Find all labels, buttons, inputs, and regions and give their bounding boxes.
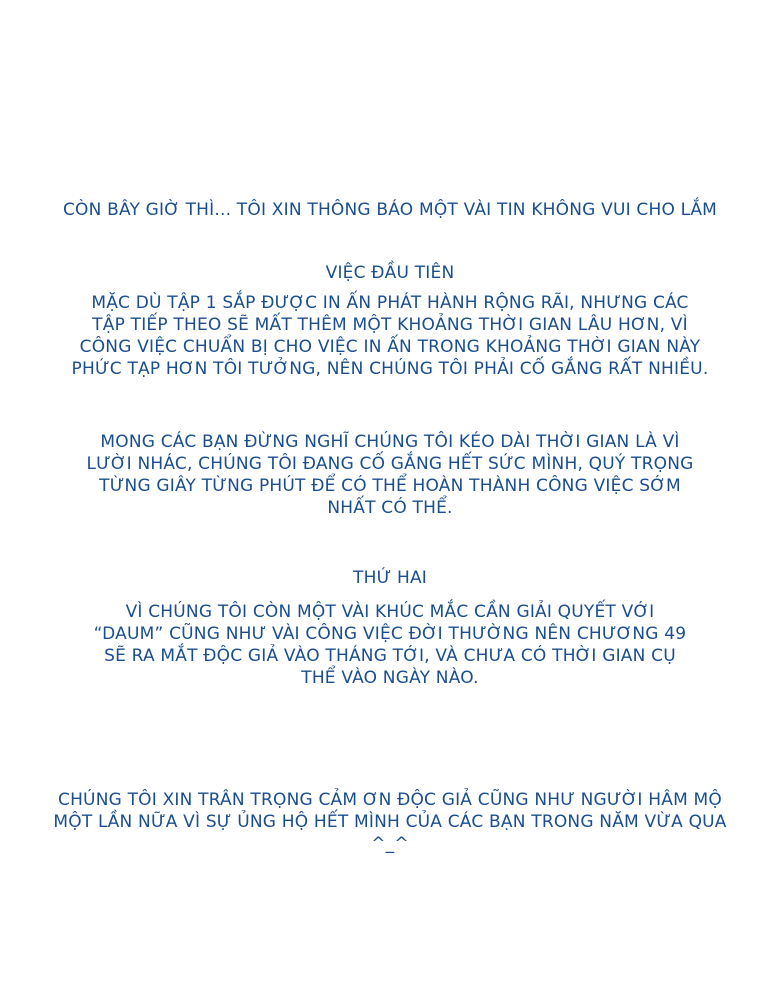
paragraph-line: MỘT LẦN NỮA VÌ SỰ ỦNG HỘ HẾT MÌNH CỦA CÁC BẠN TRONG NĂM VỪA QUA: [53, 812, 727, 832]
paragraph-line: TẬP TIẾP THEO SẼ MẤT THÊM MỘT KHOẢNG THỜI GIAN LÂU HƠN, VÌ: [92, 315, 688, 335]
emoticon-text: ^_^: [371, 834, 409, 854]
first-paragraph-1: [0, 292, 780, 380]
intro-line: [0, 199, 780, 221]
second-heading: [0, 567, 780, 589]
paragraph-line: LƯỜI NHÁC, CHÚNG TÔI ĐANG CỐ GẮNG HẾT SỨC MÌNH, QUÝ TRỌNG: [86, 454, 694, 474]
second-heading-text: THỨ HAI: [353, 568, 427, 588]
paragraph-line: THỂ VÀO NGÀY NÀO.: [301, 668, 479, 688]
paragraph-line: CÔNG VIỆC CHUẨN BỊ CHO VIỆC IN ẤN TRONG KHOẢNG THỜI GIAN NÀY: [79, 337, 701, 357]
paragraph-line: “DAUM” CŨNG NHƯ VÀI CÔNG VIỆC ĐỜI THƯỜNG NÊN CHƯƠNG 49: [93, 624, 687, 644]
paragraph-line: SẼ RA MẮT ĐỘC GIẢ VÀO THÁNG TỚI, VÀ CHƯA CÓ THỜI GIAN CỤ: [104, 646, 676, 666]
paragraph-line: NHẤT CÓ THỂ.: [327, 498, 453, 518]
first-heading-text: VIỆC ĐẦU TIÊN: [325, 263, 455, 283]
paragraph-line: MẶC DÙ TẬP 1 SẮP ĐƯỢC IN ẤN PHÁT HÀNH RỘNG RÃI, NHƯNG CÁC: [91, 293, 689, 313]
paragraph-line: MONG CÁC BẠN ĐỪNG NGHĨ CHÚNG TÔI KÉO DÀI THỜI GIAN LÀ VÌ: [100, 432, 680, 452]
paragraph-line: CHÚNG TÔI XIN TRÂN TRỌNG CẢM ƠN ĐỘC GIẢ CŨNG NHƯ NGƯỜI HÂM MỘ: [58, 790, 722, 810]
paragraph-line: VÌ CHÚNG TÔI CÒN MỘT VÀI KHÚC MẮC CẦN GIẢI QUYẾT VỚI: [125, 602, 655, 622]
paragraph-line: PHỨC TẠP HƠN TÔI TƯỞNG, NÊN CHÚNG TÔI PHẢI CỐ GẮNG RẤT NHIỀU.: [71, 359, 709, 379]
second-paragraph: [0, 601, 780, 689]
intro-text: CÒN BÂY GIỜ THÌ... TÔI XIN THÔNG BÁO MỘT VÀI TIN KHÔNG VUI CHO LẮM: [62, 200, 718, 220]
thanks-paragraph: [0, 789, 780, 855]
first-heading: [0, 262, 780, 284]
first-paragraph-2: [0, 431, 780, 519]
paragraph-line: TỪNG GIÂY TỪNG PHÚT ĐỂ CÓ THỂ HOÀN THÀNH CÔNG VIỆC SỚM: [99, 476, 681, 496]
